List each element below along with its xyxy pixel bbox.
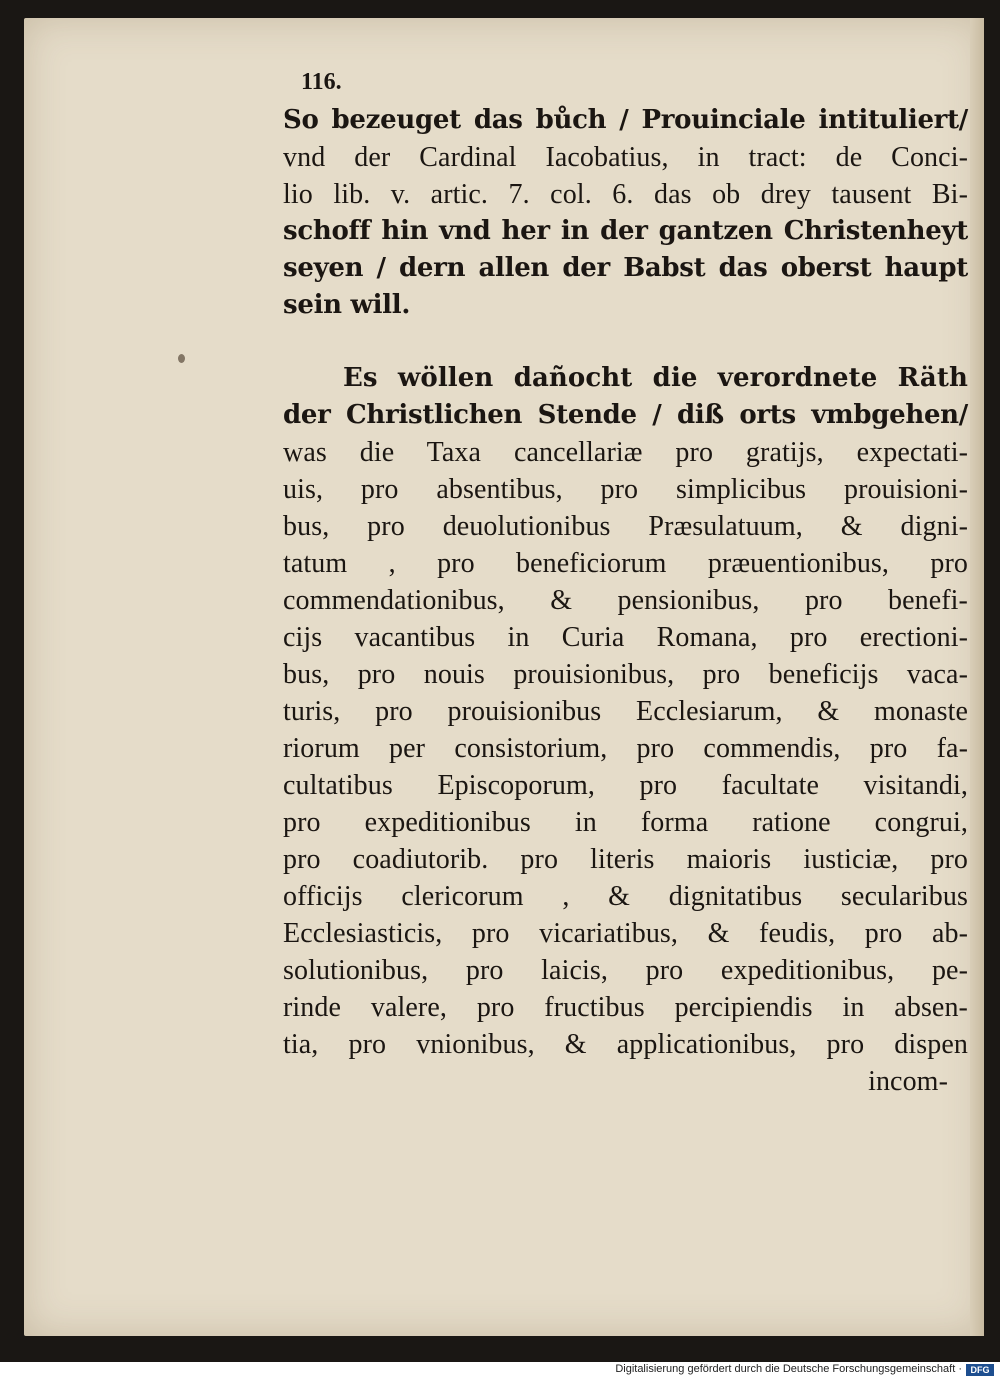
text-line: riorum per consistorium, pro commendis, pro fa- — [283, 733, 968, 764]
text-line: bus, pro nouis prouisionibus, pro beneficijs vaca- — [283, 659, 968, 690]
text-line: lio lib. v. artic. 7. col. 6. das ob drey tausent Bi- — [283, 179, 968, 210]
text-line: pro coadiutorib. pro literis maioris iusticiæ, pro — [283, 844, 968, 875]
text-line: cultatibus Episcoporum, pro facultate visitandi, — [283, 770, 968, 801]
text-line: pro expeditionibus in forma ratione congrui, — [283, 807, 968, 838]
text-line: bus, pro deuolutionibus Præsulatuum, & digni- — [283, 511, 968, 542]
footer-bar — [0, 1362, 1000, 1379]
text-line: uis, pro absentibus, pro simplicibus prouisioni- — [283, 474, 968, 505]
text-line: tia, pro vnionibus, & applicationibus, pro dispen — [283, 1029, 968, 1060]
text-line: seyen / dern allen der Babst das oberst haupt — [283, 253, 968, 283]
text-block — [283, 62, 968, 1100]
text-line: rinde valere, pro fructibus percipiendis in absen- — [283, 992, 968, 1023]
text-line: commendationibus, & pensionibus, pro benefi- — [283, 585, 968, 616]
funding-note: Digitalisierung gefördert durch die Deutsche Forschungsgemeinschaft · — [615, 1363, 962, 1375]
text-line: der Christlichen Stende / diß orts vmbgehen/ — [283, 400, 968, 430]
ink-blot — [178, 354, 185, 363]
paragraph-1 — [283, 102, 968, 324]
paragraph-2 — [283, 360, 968, 1100]
text-line: officijs clericorum , & dignitatibus secularibus — [283, 881, 968, 912]
text-line: Ecclesiasticis, pro vicariatibus, & feudis, pro ab- — [283, 918, 968, 949]
text-line: solutionibus, pro laicis, pro expeditionibus, pe- — [283, 955, 968, 986]
paragraph-gap — [283, 324, 968, 360]
catchword: incom- — [868, 1066, 948, 1097]
text-line-initial: Es wöllen dañocht die verordnete Räth — [343, 363, 968, 393]
text-line: schoff hin vnd her in der gantzen Christenheyt — [283, 216, 968, 246]
text-line: vnd der Cardinal Iacobatius, in tract: de Conci- — [283, 142, 968, 173]
text-line: turis, pro prouisionibus Ecclesiarum, & monaste — [283, 696, 968, 727]
text-line: was die Taxa cancellariæ pro gratijs, expectati- — [283, 437, 968, 468]
text-line: So bezeuget das bůch / Prouinciale intituliert/ — [283, 105, 968, 135]
dfg-logo-icon[interactable]: DFG — [966, 1364, 994, 1376]
page-number: 116. — [301, 69, 342, 95]
text-line: sein will. — [283, 290, 411, 320]
text-line: tatum , pro beneficiorum præuentionibus, pro — [283, 548, 968, 579]
page-edge — [970, 18, 984, 1336]
text-line: cijs vacantibus in Curia Romana, pro erectioni- — [283, 622, 968, 653]
